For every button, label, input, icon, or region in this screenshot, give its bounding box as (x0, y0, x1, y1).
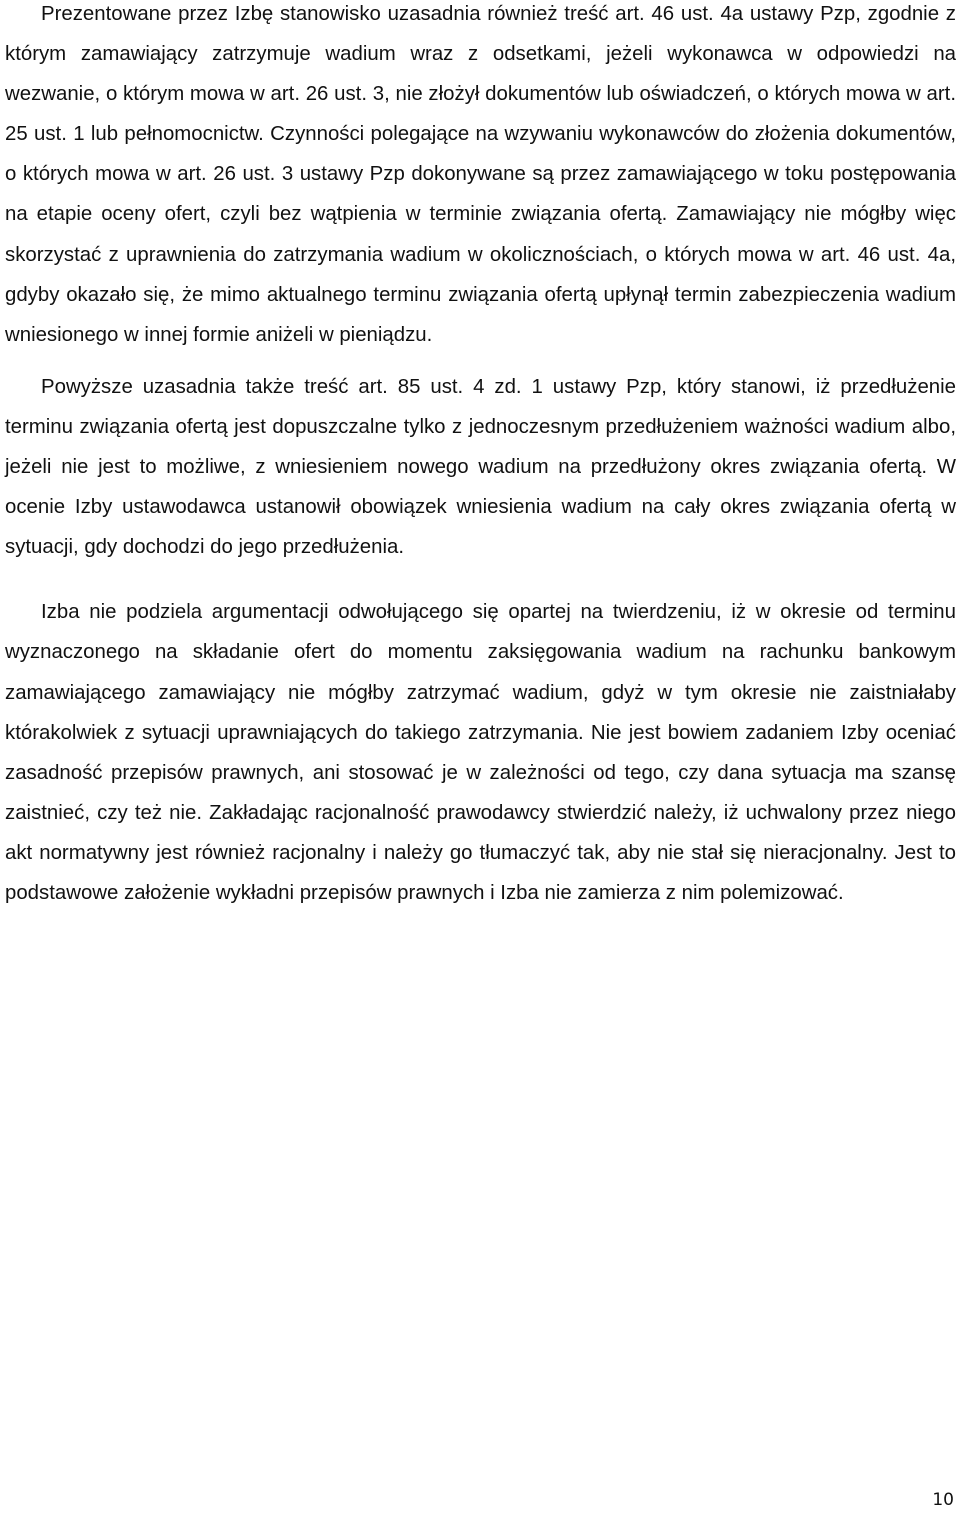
paragraph-1: Prezentowane przez Izbę stanowisko uzasadnia również treść art. 46 ust. 4a ustawy Pzp, zgodnie z którym zamawiający zatrzymuje wadium wraz z odsetkami, jeżeli wykonawca w odpowiedzi na wezwanie, o którym mowa w art. 26 ust. 3, nie złożył dokumentów lub oświadczeń, o których mowa w art. 25 ust. 1 lub pełnomocnictw. Czynności polegające na wzywaniu wykonawców do złożenia dokumentów, o których mowa w art. 26 ust. 3 ustawy Pzp dokonywane są przez zamawiającego w toku postępowania na etapie oceny ofert, czyli bez wątpienia w terminie związania ofertą. Zamawiający nie mógłby więc skorzystać z uprawnienia do zatrzymania wadium w okolicznościach, o których mowa w art. 46 ust. 4a, gdyby okazało się, że mimo aktualnego terminu związania ofertą upłynął termin zabezpieczenia wadium wniesionego w innej formie aniżeli w pieniądzu. (5, 3, 956, 346)
paragraph-2: Powyższe uzasadnia także treść art. 85 ust. 4 zd. 1 ustawy Pzp, który stanowi, iż przedłużenie terminu związania ofertą jest dopuszczalne tylko z jednoczesnym przedłużeniem ważności wadium albo, jeżeli nie jest to możliwe, z wniesieniem nowego wadium na przedłużony okres związania ofertą. W ocenie Izby ustawodawca ustanowił obowiązek wniesienia wadium na cały okres związania ofertą w sytuacji, gdy dochodzi do jego przedłużenia. (5, 375, 956, 559)
document-page (5, 0, 956, 913)
paragraph-3: Izba nie podziela argumentacji odwołującego się opartej na twierdzeniu, iż w okresie od terminu wyznaczonego na składanie ofert do momentu zaksięgowania wadium na rachunku bankowym zamawiającego zamawiający nie mógłby zatrzymać wadium, gdyż w tym okresie nie zaistniałaby którakolwiek z sytuacji uprawniających do takiego zatrzymania. Nie jest bowiem zadaniem Izby oceniać zasadność przepisów prawnych, ani stosować je w zależności od tego, czy dana sytuacja ma szansę zaistnieć, czy też nie. Zakładając racjonalność prawodawcy stwierdzić należy, iż uchwalony przez niego akt normatywny jest również racjonalny i należy go tłumaczyć tak, aby nie stał się nieracjonalny. Jest to podstawowe założenie wykładni przepisów prawnych i Izba nie zamierza z nim polemizować. (5, 601, 956, 904)
page-number: 10 (932, 1490, 954, 1510)
